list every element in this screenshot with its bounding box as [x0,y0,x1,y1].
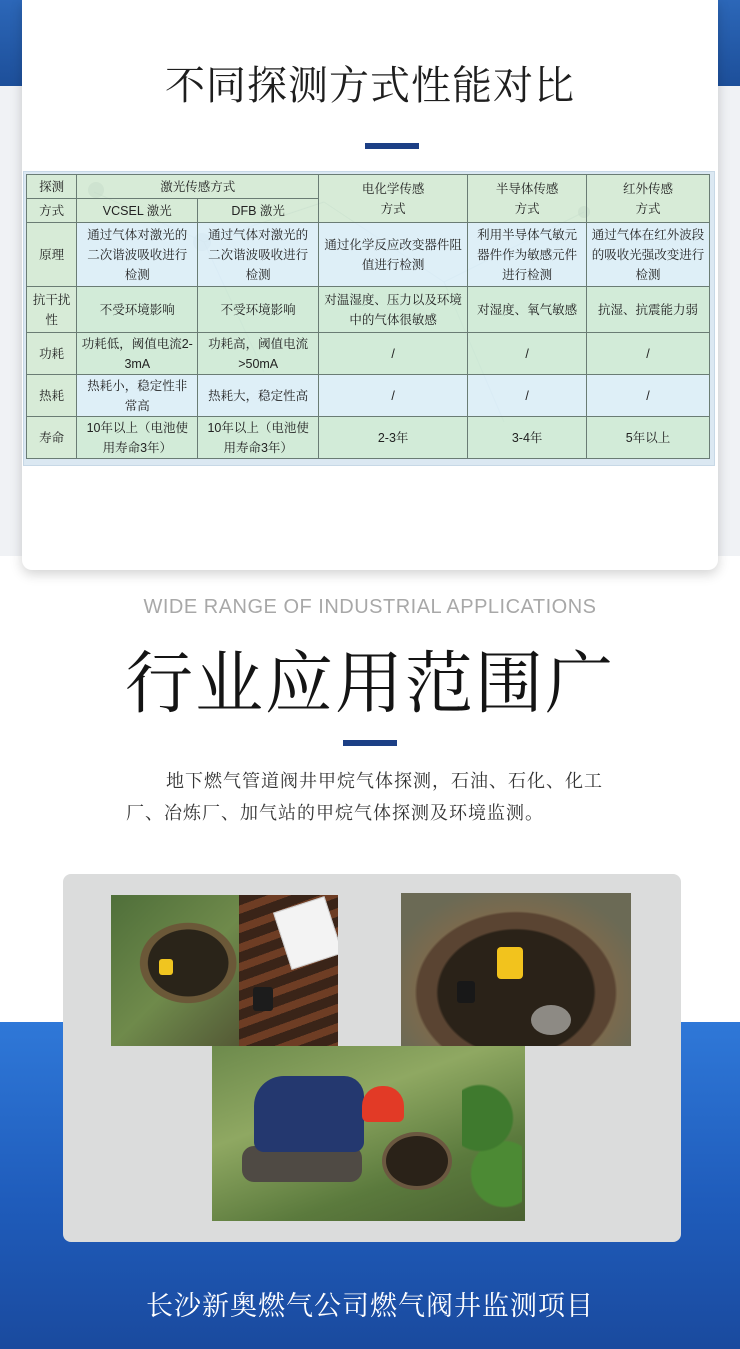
table-row-head: 热耗 [27,375,77,417]
valve-well-photo-1 [111,895,338,1046]
table-cell: / [319,333,468,375]
project-caption: 长沙新奥燃气公司燃气阀井监测项目 [146,1291,594,1322]
table-cell: 通过气体对激光的二次谐波吸收进行检测 [198,223,319,287]
table-header-cell [319,175,468,223]
table-header-line: 电化学传感 [361,181,425,196]
table-cell: 3-4年 [468,417,587,459]
table-cell: 对湿度、氧气敏感 [468,287,587,333]
table-cell: 抗湿、抗震能力弱 [587,287,710,333]
table-cell: / [319,375,468,417]
table-cell: 功耗高，阈值电流>50mA [198,333,319,375]
table-cell: 10年以上（电池使用寿命3年） [77,417,198,459]
section-english-subtitle: WIDE RANGE OF INDUSTRIAL APPLICATIONS [143,596,597,618]
title-underline [365,143,419,149]
table-cell: 5年以上 [587,417,710,459]
valve-well-photo-2 [401,893,631,1046]
table-cell: 热耗大，稳定性高 [198,375,319,417]
table-cell: 不受环境影响 [77,287,198,333]
valve-pipe-graphic [531,1005,571,1035]
table-cell: 功耗低，阈值电流2-3mA [77,333,198,375]
gas-detector-graphic [497,947,523,979]
table-header-line: 方式 [635,201,661,216]
comparison-table-panel [24,172,714,465]
table-row-head: 原理 [27,223,77,287]
worker-jacket-graphic [254,1076,364,1152]
table-cell: 对温湿度、压力以及环境中的气体很敏感 [319,287,468,333]
section-description: 地下燃气管道阀井甲烷气体探测，石油、石化、化工厂、冶炼厂、加气站的甲烷气体探测及环境监测。 [126,771,603,824]
valve-well-graphic [382,1132,452,1190]
section-title: 行业应用范围广 [124,645,615,724]
table-header-line: 方式 [380,201,406,216]
table-cell: 通过气体在红外波段的吸收光强改变进行检测 [587,223,710,287]
table-cell: / [468,333,587,375]
comparison-table [26,174,710,459]
helmet-graphic [362,1086,404,1122]
table-row-head: 抗干扰性 [27,287,77,333]
table-cell: 通过气体对激光的二次谐波吸收进行检测 [77,223,198,287]
table-header-cell [587,175,710,223]
table-cell: 2-3年 [319,417,468,459]
gas-detector-graphic [159,959,173,975]
table-header-cell: VCSEL 激光 [77,199,198,223]
table-header-line: 红外传感 [623,181,674,196]
table-cell: / [587,333,710,375]
table-header-line: 半导体传感 [495,181,559,196]
table-header-cell: DFB 激光 [198,199,319,223]
table-cell: 10年以上（电池使用寿命3年） [198,417,319,459]
sensor-box-graphic [457,981,475,1003]
table-cell: / [468,375,587,417]
table-cell: 热耗小，稳定性非常高 [77,375,198,417]
table-header-cell: 方式 [27,199,77,223]
table-cell: 通过化学反应改变器件阻值进行检测 [319,223,468,287]
comparison-title: 不同探测方式性能对比 [165,63,575,109]
table-row-head: 功耗 [27,333,77,375]
table-cell: / [587,375,710,417]
sensor-box-graphic [253,987,273,1011]
installation-worker-photo [212,1046,525,1221]
table-header-cell: 激光传感方式 [77,175,319,199]
title-underline [343,740,397,746]
table-cell: 不受环境影响 [198,287,319,333]
table-header-cell [468,175,587,223]
foliage-graphic [462,1076,522,1216]
table-header-cell: 探测 [27,175,77,199]
table-cell: 利用半导体气敏元器件作为敏感元件进行检测 [468,223,587,287]
table-row-head: 寿命 [27,417,77,459]
table-header-line: 方式 [514,201,540,216]
